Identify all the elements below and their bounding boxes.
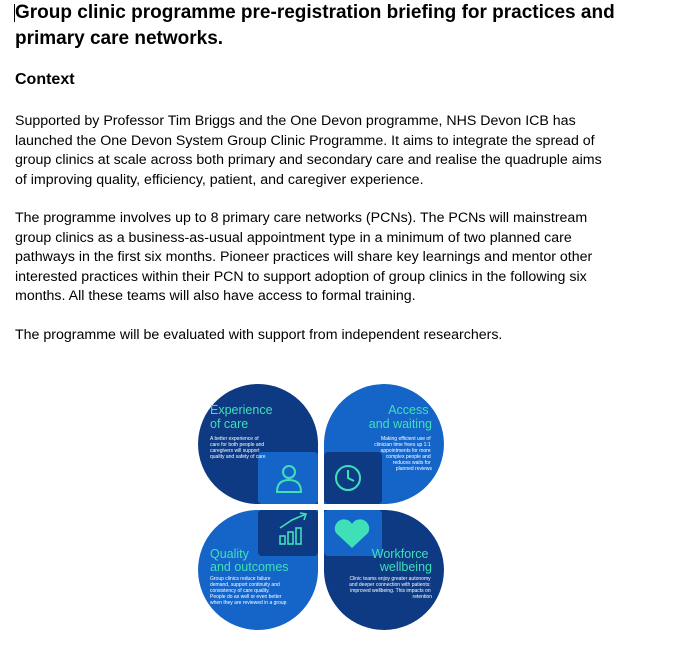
paragraph-line: group clinics at scale across both primary and secondary care and realise the quadruple aims	[15, 152, 602, 168]
access-text-line: Making efficient use of	[380, 436, 431, 442]
experience-title-line-1: Experience	[210, 403, 273, 417]
quality-text-line: Group clinics reduce failure	[210, 576, 271, 582]
quality-text-line: demand, support continuity and	[210, 582, 280, 588]
quality-title-line-2: and outcomes	[210, 560, 289, 574]
access-text-line: clinician time frees up 1:1	[374, 442, 431, 448]
access-title-line-2: and waiting	[368, 417, 432, 431]
experience-text-line: caregivers will support	[210, 448, 260, 454]
workforce-text-line: improved wellbeing. This impacts on	[350, 588, 431, 594]
quadruple-aims-graphic	[196, 382, 446, 632]
access-icon-tile	[324, 452, 382, 504]
page-title-line-1: Group clinic programme pre-registration briefing for practices and	[15, 2, 615, 23]
paragraph-line: months. All these teams will also have access to formal training.	[15, 288, 416, 304]
workforce-text-line: and deeper connection with patients:	[349, 582, 431, 588]
page-title	[15, 0, 655, 52]
page-title-line-2: primary care networks.	[15, 28, 224, 49]
workforce-title	[372, 547, 432, 574]
paragraph-line: pathways in the first six months. Pioneer practices will share key learnings and mentor other	[15, 249, 593, 265]
quality-text-line: People do as well or even better	[210, 594, 282, 600]
paragraph-line: Supported by Professor Tim Briggs and the One Devon programme, NHS Devon ICB has	[15, 113, 576, 129]
quality-text-line: consistency of care quality.	[210, 588, 270, 594]
access-text-line: complex people and	[385, 454, 431, 460]
access-text-line: planned reviews	[395, 466, 432, 472]
paragraph-context-3	[15, 326, 675, 346]
paragraph-line: The programme will be evaluated with support from independent researchers.	[15, 327, 503, 343]
access-text-line: appointments for more	[380, 448, 431, 454]
paragraph-line: group clinics as a business-as-usual appointment type in a minimum of two planned care	[15, 229, 572, 246]
paragraph-line: launched the One Devon System Group Clinic Programme. It aims to integrate the spread of	[15, 132, 595, 149]
workforce-title-line-1: Workforce	[371, 547, 429, 561]
paragraph-line: interested practices within their PCN to support adoption of group clinics in the following six	[15, 268, 587, 285]
access-title-line-1: Access	[388, 403, 429, 417]
experience-title-line-2: of care	[210, 417, 249, 431]
quality-title-line-1: Quality	[210, 547, 249, 561]
experience-text-line: quality and safety of care	[210, 454, 266, 460]
quality-text-line: when they are reviewed in a group	[210, 600, 287, 606]
paragraph-line: of improving quality, efficiency, patient, and caregiver experience.	[15, 171, 424, 188]
workforce-text-line: Clinic teams enjoy greater autonomy	[349, 576, 431, 582]
quadruple-aims-figure	[196, 382, 446, 632]
experience-text	[210, 436, 266, 460]
experience-text-line: care for both people and	[210, 442, 265, 448]
paragraph-line: The programme involves up to 8 primary care networks (PCNs). The PCNs will mainstream	[15, 210, 588, 226]
access-text-line: reduces waits for	[392, 460, 431, 466]
section-title-context: Context	[15, 71, 75, 88]
paragraph-context-2	[15, 209, 675, 307]
experience-text-line: A better experience of	[210, 436, 259, 442]
paragraph-context-1	[15, 112, 675, 190]
workforce-text-line: retention	[412, 594, 432, 600]
workforce-title-line-2: wellbeing	[379, 560, 432, 574]
